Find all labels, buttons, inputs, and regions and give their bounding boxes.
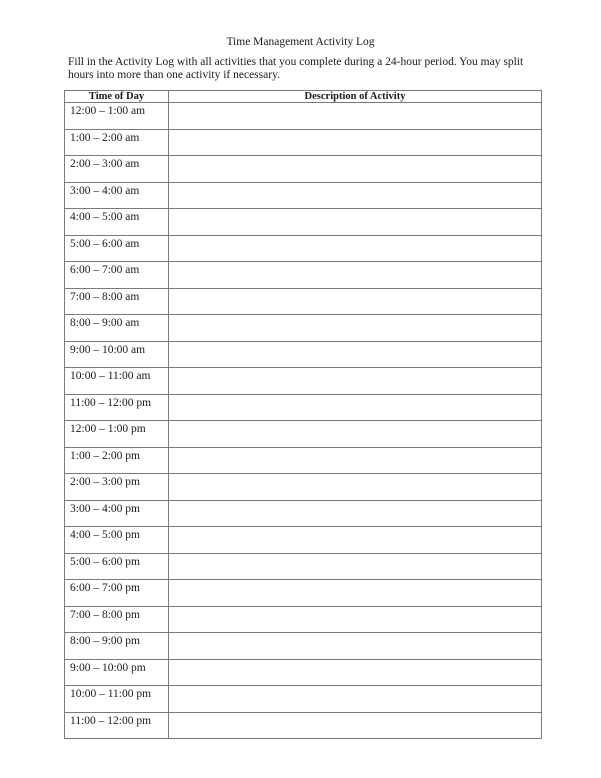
description-cell[interactable] — [169, 262, 542, 289]
time-of-day-cell — [65, 712, 169, 739]
description-cell[interactable] — [169, 129, 542, 156]
time-slot-label: 12:00 – 1:00 pm — [70, 423, 146, 435]
time-of-day-cell — [65, 129, 169, 156]
time-of-day-cell — [65, 500, 169, 527]
time-of-day-cell — [65, 368, 169, 395]
time-slot-label: 1:00 – 2:00 am — [70, 131, 140, 144]
description-cell[interactable] — [169, 686, 542, 713]
description-cell[interactable] — [169, 712, 542, 739]
description-cell[interactable] — [169, 421, 542, 448]
description-cell[interactable] — [169, 474, 542, 501]
time-of-day-cell — [65, 553, 169, 580]
time-of-day-cell — [65, 421, 169, 448]
description-cell[interactable] — [169, 156, 542, 183]
time-slot-label: 7:00 – 8:00 pm — [70, 608, 140, 621]
activity-log-table — [64, 90, 542, 739]
time-of-day-cell — [65, 262, 169, 289]
table-row — [65, 182, 542, 209]
time-of-day-cell — [65, 394, 169, 421]
description-cell[interactable] — [169, 659, 542, 686]
description-header: Description of Activity — [169, 91, 542, 103]
table-row — [65, 633, 542, 660]
table-row — [65, 341, 542, 368]
description-cell[interactable] — [169, 633, 542, 660]
description-cell[interactable] — [169, 527, 542, 554]
time-slot-label: 9:00 – 10:00 am — [70, 343, 146, 356]
description-cell[interactable] — [169, 447, 542, 474]
description-cell[interactable] — [169, 103, 542, 130]
time-slot-label: 2:00 – 3:00 am — [70, 158, 140, 170]
time-of-day-cell — [65, 103, 169, 130]
time-slot-label: 12:00 – 1:00 am — [70, 105, 146, 117]
table-row — [65, 686, 542, 713]
time-of-day-cell — [65, 474, 169, 501]
time-slot-label: 8:00 – 9:00 pm — [70, 635, 140, 647]
document-title: Time Management Activity Log — [226, 36, 375, 48]
table-row — [65, 262, 542, 289]
description-cell[interactable] — [169, 182, 542, 209]
time-slot-label: 1:00 – 2:00 pm — [70, 449, 140, 462]
table-row — [65, 368, 542, 395]
description-cell[interactable] — [169, 553, 542, 580]
time-slot-label: 3:00 – 4:00 am — [70, 184, 140, 197]
activity-log-body — [65, 103, 542, 739]
table-row — [65, 447, 542, 474]
description-cell[interactable] — [169, 315, 542, 342]
table-row — [65, 474, 542, 501]
description-cell[interactable] — [169, 288, 542, 315]
table-row — [65, 129, 542, 156]
table-row — [65, 527, 542, 554]
time-slot-label: 4:00 – 5:00 am — [70, 211, 140, 223]
time-slot-label: 10:00 – 11:00 pm — [70, 688, 152, 700]
table-row — [65, 235, 542, 262]
table-row — [65, 580, 542, 607]
time-of-day-cell — [65, 447, 169, 474]
time-slot-label: 11:00 – 12:00 pm — [70, 396, 152, 409]
table-row — [65, 209, 542, 236]
time-of-day-cell — [65, 182, 169, 209]
time-slot-label: 7:00 – 8:00 am — [70, 290, 140, 303]
time-of-day-cell — [65, 633, 169, 660]
description-cell[interactable] — [169, 394, 542, 421]
description-cell[interactable] — [169, 580, 542, 607]
time-of-day-header: Time of Day — [65, 91, 169, 103]
description-cell[interactable] — [169, 341, 542, 368]
table-row — [65, 500, 542, 527]
description-cell[interactable] — [169, 606, 542, 633]
table-row — [65, 606, 542, 633]
time-slot-label: 9:00 – 10:00 pm — [70, 661, 146, 674]
time-of-day-cell — [65, 288, 169, 315]
table-row — [65, 421, 542, 448]
time-slot-label: 5:00 – 6:00 am — [70, 237, 140, 250]
time-of-day-cell — [65, 527, 169, 554]
description-cell[interactable] — [169, 500, 542, 527]
table-row — [65, 712, 542, 739]
description-cell[interactable] — [169, 235, 542, 262]
table-row — [65, 315, 542, 342]
table-row — [65, 156, 542, 183]
time-of-day-cell — [65, 580, 169, 607]
table-row — [65, 394, 542, 421]
instructions-text: Fill in the Activity Log with all activities that you complete during a 24-hour period. You may split hours into more than one activity if necessary. — [68, 56, 524, 81]
time-slot-label: 10:00 – 11:00 am — [70, 370, 151, 382]
table-row — [65, 288, 542, 315]
description-cell[interactable] — [169, 209, 542, 236]
time-of-day-cell — [65, 315, 169, 342]
table-header-row — [65, 91, 542, 103]
time-slot-label: 4:00 – 5:00 pm — [70, 529, 140, 541]
time-of-day-cell — [65, 659, 169, 686]
table-row — [65, 553, 542, 580]
time-of-day-cell — [65, 156, 169, 183]
time-slot-label: 8:00 – 9:00 am — [70, 317, 140, 329]
time-slot-label: 3:00 – 4:00 pm — [70, 502, 140, 515]
table-row — [65, 103, 542, 130]
time-slot-label: 5:00 – 6:00 pm — [70, 555, 140, 568]
description-cell[interactable] — [169, 368, 542, 395]
time-slot-label: 2:00 – 3:00 pm — [70, 476, 140, 488]
time-of-day-cell — [65, 341, 169, 368]
time-of-day-cell — [65, 209, 169, 236]
time-slot-label: 6:00 – 7:00 am — [70, 264, 140, 276]
time-of-day-cell — [65, 686, 169, 713]
time-of-day-cell — [65, 235, 169, 262]
time-of-day-cell — [65, 606, 169, 633]
time-slot-label: 11:00 – 12:00 pm — [70, 714, 152, 727]
time-slot-label: 6:00 – 7:00 pm — [70, 582, 140, 594]
table-row — [65, 659, 542, 686]
